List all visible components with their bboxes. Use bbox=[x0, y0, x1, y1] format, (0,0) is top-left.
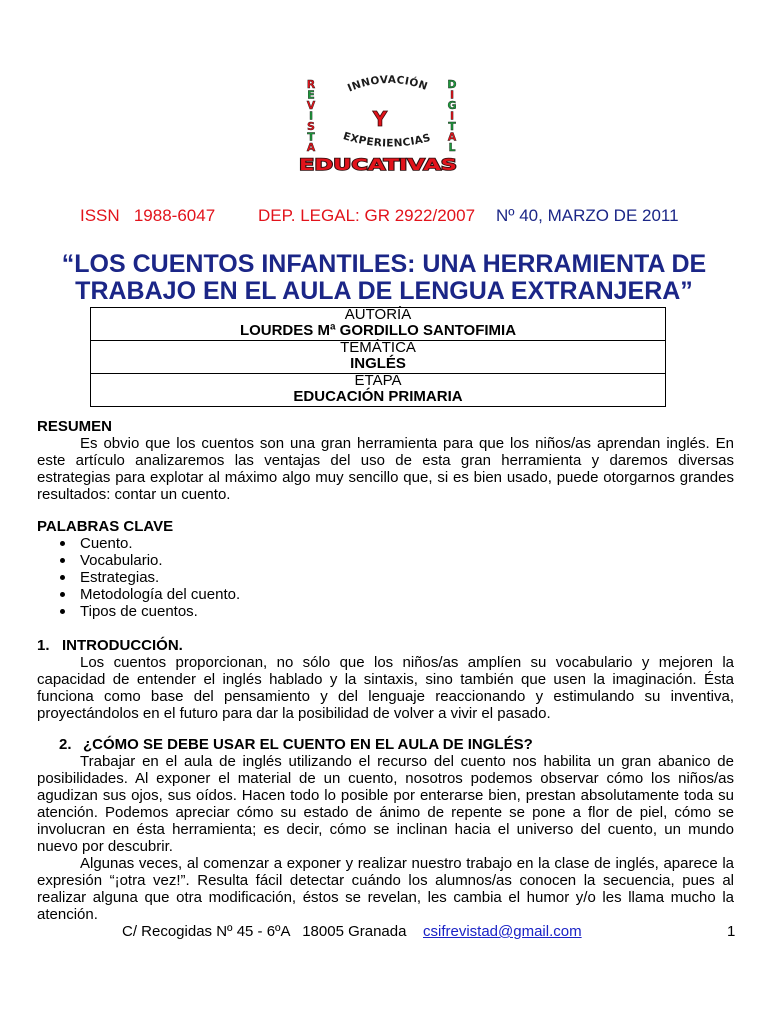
paragraph-line: Algunas veces, al comenzar a exponer y realizar nuestro trabajo en la clase de inglés, aparece la bbox=[80, 855, 734, 872]
logo-left-vertical-text bbox=[307, 78, 316, 154]
keyword-text: Metodología del cuento. bbox=[80, 586, 241, 603]
section-heading bbox=[37, 637, 734, 654]
logo-letter: L bbox=[448, 141, 456, 154]
section-number: 1. bbox=[37, 637, 50, 654]
keyword-item bbox=[37, 603, 734, 620]
article-info-table bbox=[90, 307, 666, 407]
logo-letter: A bbox=[447, 130, 457, 144]
info-label: AUTORÍA bbox=[344, 306, 412, 323]
bullet-icon bbox=[60, 609, 65, 614]
section-title: INTRODUCCIÓN. bbox=[62, 637, 183, 654]
keyword-text: Tipos de cuentos. bbox=[80, 603, 198, 620]
info-value: INGLÉS bbox=[350, 355, 406, 372]
section-title: ¿CÓMO SE DEBE USAR EL CUENTO EN EL AULA DE INGLÉS? bbox=[83, 736, 533, 753]
paragraph-line: atención. bbox=[37, 906, 98, 923]
keyword-item bbox=[37, 586, 734, 603]
logo-letter: I bbox=[449, 109, 455, 123]
bullet-icon bbox=[60, 592, 65, 597]
logo-letter: R bbox=[306, 78, 316, 91]
logo-letter: S bbox=[307, 120, 315, 133]
logo-letter: G bbox=[447, 99, 457, 112]
info-label: ETAPA bbox=[354, 372, 402, 389]
article-title-line: “LOS CUENTOS INFANTILES: UNA HERRAMIENTA DE bbox=[61, 250, 707, 278]
logo-letter: V bbox=[306, 99, 316, 112]
paragraph-line: Trabajar en el aula de inglés utilizando el recurso del cuento nos habilita un gran abanico de bbox=[80, 753, 734, 770]
keyword-item bbox=[37, 569, 734, 586]
issn-number: ISSN 1988-6047 bbox=[80, 206, 216, 225]
paragraph-line: nuevo por descubrir. bbox=[37, 838, 173, 855]
abstract-section bbox=[37, 418, 734, 503]
keyword-text: Estrategias. bbox=[80, 569, 160, 586]
logo-bottom-arc-path-text: EXPERIENCIAS bbox=[341, 130, 433, 150]
info-label: TEMÁTICA bbox=[340, 339, 416, 356]
logo-letter: I bbox=[449, 88, 455, 102]
paragraph-line: atención. Podemos apreciar cómo su estado de ánimo de repente se pone a flor de piel, cómo se bbox=[37, 804, 734, 821]
logo-letter: A bbox=[306, 141, 316, 154]
paragraph-line: estrategias para explotar al máximo algo muy sencillo que, si es bien usado, puede otorgarnos grandes bbox=[37, 469, 734, 486]
bullet-icon bbox=[60, 558, 65, 563]
logo-middle-letter: Y bbox=[372, 107, 388, 131]
keyword-text: Vocabulario. bbox=[80, 552, 163, 569]
section-number: 2. bbox=[59, 736, 72, 753]
footer-email-link[interactable]: csifrevistad@gmail.com bbox=[423, 923, 582, 940]
info-row-topic bbox=[91, 341, 665, 374]
logo-letter: E bbox=[307, 88, 315, 102]
logo-top-arc-path-text: INNOVACIÓN bbox=[345, 73, 430, 95]
logo-banner-text: EDUCATIVAS bbox=[299, 155, 457, 174]
logo-letter: I bbox=[308, 109, 314, 123]
info-value: EDUCACIÓN PRIMARIA bbox=[293, 388, 463, 405]
bullet-icon bbox=[60, 575, 65, 580]
info-row-stage bbox=[91, 374, 665, 406]
keywords-heading: PALABRAS CLAVE bbox=[37, 518, 174, 535]
paragraph-line: posibilidades. Al exponer el material de un cuento, nosotros podemos observar cómo los niños/as bbox=[37, 770, 734, 787]
usage-section bbox=[37, 736, 734, 923]
paragraph-line: involucran en ésta herramienta; es decir, cómo se inclinan hacia el universo del cuento, un mundo bbox=[37, 821, 734, 838]
article-title-line: TRABAJO EN EL AULA DE LENGUA EXTRANJERA” bbox=[75, 277, 693, 305]
paragraph-line: este artículo analizaremos las ventajas del uso de esta gran herramienta y daremos diversas bbox=[37, 452, 734, 469]
paragraph-line: capacidad de entender el inglés hablado y la sintaxis, sino también que usen la imaginación. Ésta bbox=[37, 671, 734, 688]
journal-logo bbox=[295, 70, 465, 182]
logo-right-vertical-text bbox=[447, 78, 456, 154]
page-number: 1 bbox=[727, 923, 736, 940]
article-title bbox=[0, 251, 768, 305]
paragraph-line: Los cuentos proporcionan, no sólo que los niños/as amplíen su vocabulario y mejoren la bbox=[80, 654, 734, 671]
logo-letter: T bbox=[448, 120, 456, 133]
paragraph-line: resultados: contar un cuento. bbox=[37, 486, 231, 503]
logo-top-arc-text bbox=[346, 74, 429, 95]
issue-date: Nº 40, MARZO DE 2011 bbox=[496, 206, 679, 225]
keywords-section bbox=[37, 518, 734, 620]
logo-letter: D bbox=[447, 78, 457, 91]
logo-letter: T bbox=[307, 130, 315, 144]
footer-address: C/ Recogidas Nº 45 - 6ºA 18005 Granada bbox=[122, 923, 407, 940]
info-row-authorship bbox=[91, 308, 665, 341]
keyword-text: Cuento. bbox=[80, 535, 133, 552]
abstract-heading: RESUMEN bbox=[37, 418, 113, 435]
keyword-item bbox=[37, 535, 734, 552]
paragraph-line: proyectándolos en el futuro para dar la posibilidad de volver a vivir el pasado. bbox=[37, 705, 551, 722]
introduction-section bbox=[37, 637, 734, 722]
logo-bottom-arc-text bbox=[342, 130, 433, 149]
legal-deposit: DEP. LEGAL: GR 2922/2007 bbox=[258, 206, 476, 225]
info-value: LOURDES Mª GORDILLO SANTOFIMIA bbox=[239, 322, 517, 339]
paragraph-line: funciona como base del pensamiento y del lenguaje reaccionando y estimulando su inventiva, bbox=[37, 688, 734, 705]
paragraph-line: expresión “¡otra vez!”. Resulta fácil detectar cuándo los alumnos/as conocen la secuencia, pues al bbox=[37, 872, 734, 889]
keyword-item bbox=[37, 552, 734, 569]
paragraph-line: Es obvio que los cuentos son una gran herramienta para que los niños/as aprendan inglés. En bbox=[80, 435, 734, 452]
paragraph-line: agudizan sus ojos, sus oídos. Hacen todo lo posible por enterarse bien, prestan absolutamente toda su bbox=[37, 787, 734, 804]
paragraph-line: realizar alguna que otra modificación, éstos se revelan, les cambia el humor y/o les llama mucho la bbox=[37, 889, 734, 906]
bullet-icon bbox=[60, 541, 65, 546]
section-heading bbox=[37, 736, 734, 753]
